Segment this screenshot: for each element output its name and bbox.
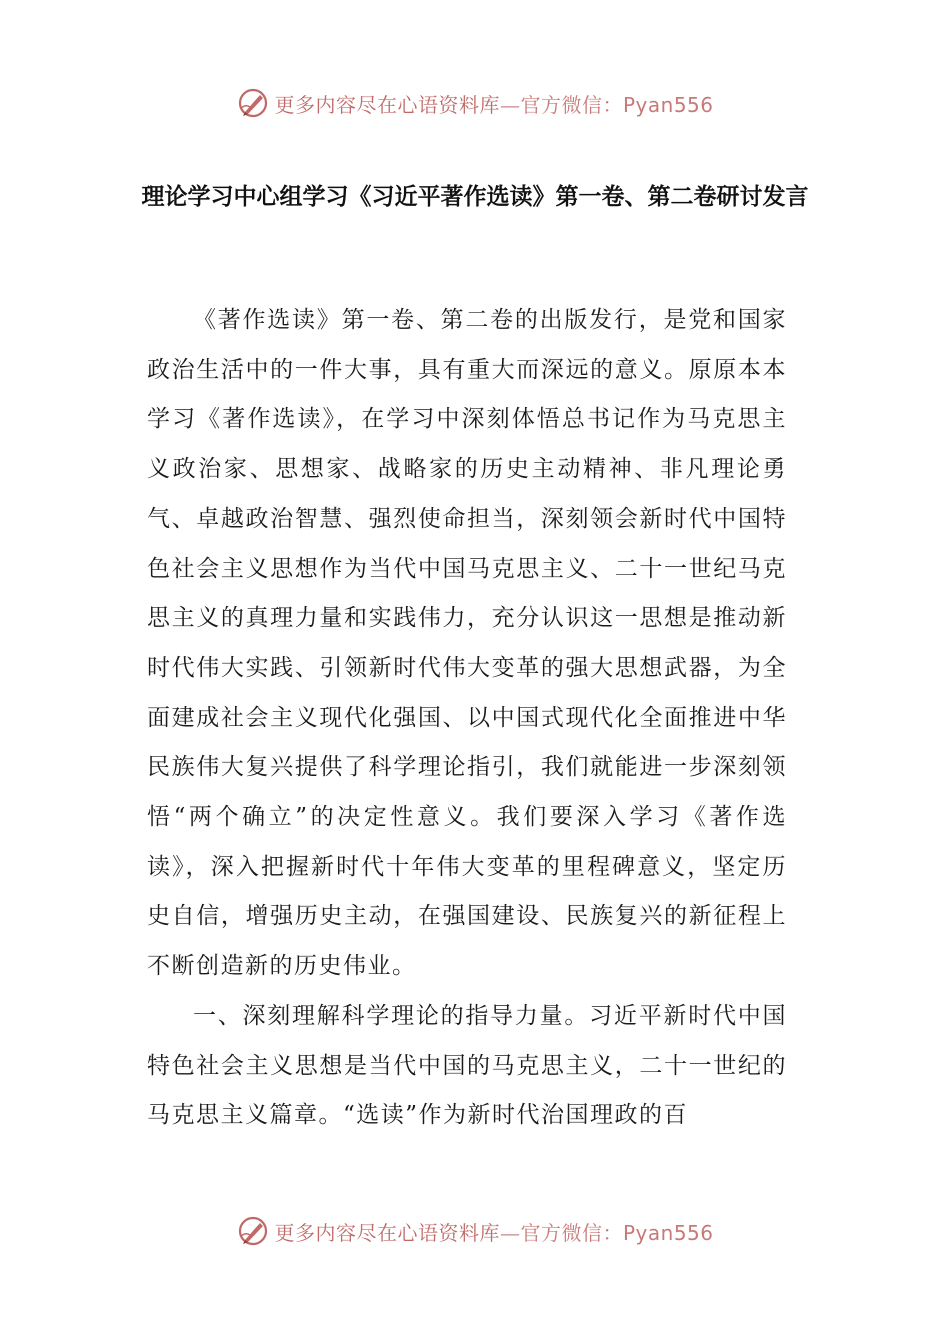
watermark-suffix: 官方微信： bbox=[520, 92, 623, 117]
watermark-id: Pyan556 bbox=[622, 1220, 714, 1245]
watermark-text bbox=[274, 89, 713, 118]
pen-logo-icon bbox=[236, 1214, 270, 1248]
watermark-dash: — bbox=[499, 92, 521, 117]
watermark-suffix: 官方微信： bbox=[520, 1220, 623, 1245]
watermark-main: 更多内容尽在心语资料库 bbox=[274, 1220, 500, 1245]
footer-watermark bbox=[0, 1211, 950, 1251]
header-watermark bbox=[0, 83, 950, 123]
watermark-main: 更多内容尽在心语资料库 bbox=[274, 92, 500, 117]
pen-logo-icon bbox=[236, 86, 270, 120]
document-body bbox=[147, 296, 787, 1141]
watermark-dash: — bbox=[499, 1220, 521, 1245]
document-title: 理论学习中心组学习《习近平著作选读》第一卷、第二卷研讨发言 bbox=[141, 184, 809, 210]
watermark-id: Pyan556 bbox=[622, 92, 714, 117]
paragraph-intro: 《著作选读》第一卷、第二卷的出版发行，是党和国家政治生活中的一件大事，具有重大而深远的意义。原原本本学习《著作选读》，在学习中深刻体悟总书记作为马克思主义政治家、思想家、战略家的历史主动精神、非凡理论勇气、卓越政治智慧、强烈使命担当，深刻领会新时代中国特色社会主义思想作为当代中国马克思主义、二十一世纪马克思主义的真理力量和实践伟力，充分认识这一思想是推动新时代伟大实践、引领新时代伟大变革的强大思想武器，为全面建成社会主义现代化强国、以中国式现代化全面推进中华民族伟大复兴提供了科学理论指引，我们就能进一步深刻领悟“两个确立”的决定性意义。我们要深入学习《著作选读》，深入把握新时代十年伟大变革的里程碑意义，坚定历史自信，增强历史主动，在强国建设、民族复兴的新征程上不断创造新的历史伟业。 bbox=[147, 307, 787, 980]
paragraph-section-one: 一、深刻理解科学理论的指导力量。习近平新时代中国特色社会主义思想是当代中国的马克思主义，二十一世纪的马克思主义篇章。“选读”作为新时代治国理政的百 bbox=[147, 1002, 787, 1129]
watermark-text bbox=[274, 1217, 713, 1246]
